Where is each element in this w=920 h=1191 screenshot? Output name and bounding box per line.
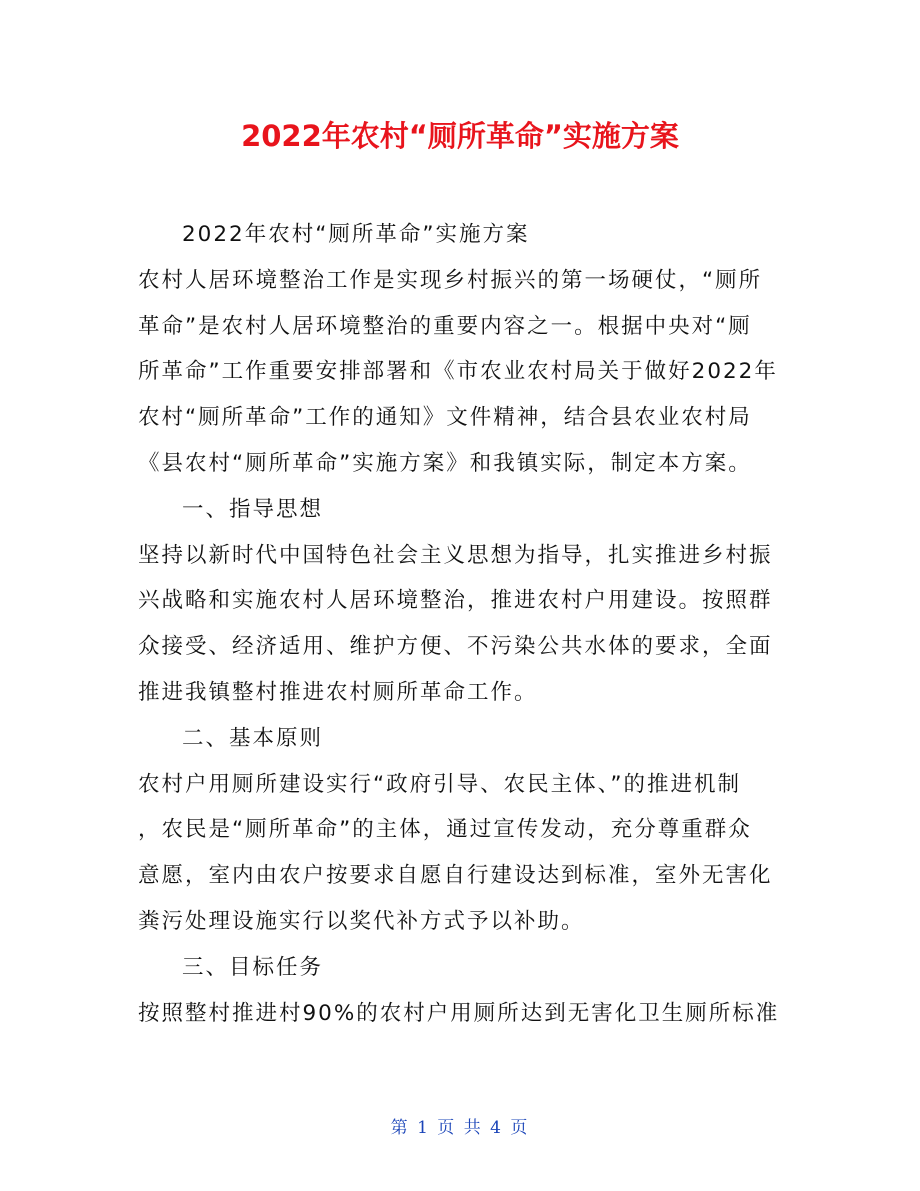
paragraph-line: 推进我镇整村推进农村厕所革命工作。 xyxy=(138,679,538,705)
page-footer: 第 1 页 共 4 页 xyxy=(390,1118,530,1138)
paragraph-line: 按照整村推进村90%的农村户用厕所达到无害化卫生厕所标准 xyxy=(138,1000,780,1026)
paragraph-heading-line: 二、基本原则 xyxy=(182,725,324,751)
paragraph-line: 众接受、经济适用、维护方便、不污染公共水体的要求，全面 xyxy=(138,634,773,660)
paragraph-line: 意愿，室内由农户按要求自愿自行建设达到标准，室外无害化 xyxy=(138,863,773,889)
paragraph-line: 兴战略和实施农村人居环境整治，推进农村户用建设。按照群 xyxy=(138,588,773,614)
paragraph-line: 所革命”工作重要安排部署和《市农业农村局关于做好2022年 xyxy=(138,359,778,385)
paragraph-line: 农村“厕所革命”工作的通知》文件精神，结合县农业农村局 xyxy=(138,405,752,431)
document-title: 2022年农村“厕所革命”实施方案 xyxy=(241,119,679,153)
paragraph-heading-line: 2022年农村“厕所革命”实施方案 xyxy=(182,222,530,247)
paragraph-line: 坚持以新时代中国特色社会主义思想为指导，扎实推进乡村振 xyxy=(138,542,773,568)
paragraph-heading-line: 三、目标任务 xyxy=(182,954,324,980)
paragraph-line: 《县农村“厕所革命”实施方案》和我镇实际，制定本方案。 xyxy=(138,450,752,476)
paragraph-heading-line: 一、指导思想 xyxy=(182,496,324,522)
paragraph-line: 农村人居环境整治工作是实现乡村振兴的第一场硬仗，“厕所 xyxy=(138,267,763,293)
document-body xyxy=(138,212,798,1036)
paragraph-line: ，农民是“厕所革命”的主体，通过宣传发动，充分尊重群众 xyxy=(138,817,752,843)
paragraph-line: 农村户用厕所建设实行“政府引导、农民主体、”的推进机制 xyxy=(138,771,742,797)
paragraph-line: 革命”是农村人居环境整治的重要内容之一。根据中央对“厕 xyxy=(138,313,752,339)
paragraph-line: 粪污处理设施实行以奖代补方式予以补助。 xyxy=(138,908,585,934)
